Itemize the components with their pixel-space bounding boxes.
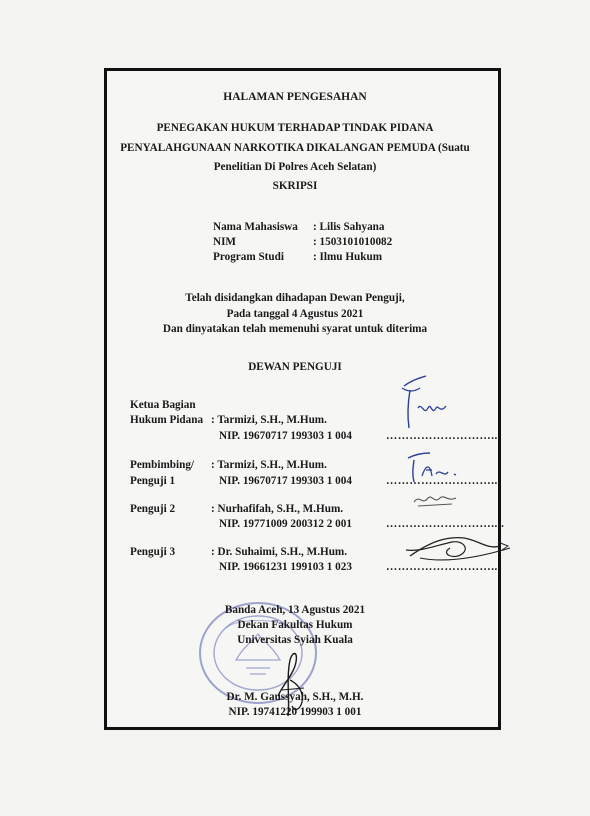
examiner-1-role-line-2: Hukum Pidana (130, 414, 204, 426)
student-name-label: Nama Mahasiswa (213, 221, 298, 233)
examiner-1-signature-line: ……………………….. (386, 430, 498, 442)
signature-nurhafifah (412, 490, 472, 510)
defense-line-1: Telah disidangkan dihadapan Dewan Penguji, (185, 292, 405, 304)
examiner-1-nip: NIP. 19670717 199303 1 004 (219, 430, 352, 442)
title-line-2: PENYALAHGUNAAN NARKOTIKA DIKALANGAN PEMUDA (Suatu (120, 142, 470, 154)
approval-place-date: Banda Aceh, 13 Agustus 2021 (224, 604, 366, 616)
signature-tarmizi-2 (404, 450, 484, 484)
examiner-4-role-line-1: Penguji 3 (130, 546, 176, 558)
dean-name: Dr. M. Gaussyah, S.H., M.H. (226, 691, 364, 703)
examiner-3-signature-line: ……………………….... (386, 518, 505, 530)
student-name-value: : Lilis Sahyana (313, 221, 385, 233)
signature-suhaimi (400, 528, 515, 568)
student-nim-value: : 1503101010082 (313, 236, 393, 248)
page-heading: HALAMAN PENGESAHAN (223, 91, 367, 103)
student-program-label: Program Studi (213, 251, 284, 263)
examiner-2-nip: NIP. 19670717 199303 1 004 (219, 475, 352, 487)
examiner-2-name: : Tarmizi, S.H., M.Hum. (211, 459, 327, 471)
examiner-4-name: : Dr. Suhaimi, S.H., M.Hum. (211, 546, 348, 558)
title-line-3: Penelitian Di Polres Aceh Selatan) (213, 161, 377, 173)
examiner-2-role-line-2: Penguji 1 (130, 475, 176, 487)
board-heading: DEWAN PENGUJI (248, 361, 342, 373)
examiner-1-name: : Tarmizi, S.H., M.Hum. (211, 414, 327, 426)
examiner-3-name: : Nurhafifah, S.H., M.Hum. (211, 503, 344, 515)
approval-institution: Universitas Syiah Kuala (237, 634, 353, 646)
examiner-4-nip: NIP. 19661231 199103 1 023 (219, 561, 352, 573)
dean-nip: NIP. 19741220 199903 1 001 (228, 706, 362, 718)
examiner-1-role-line-1: Ketua Bagian (130, 399, 196, 411)
defense-line-2: Pada tanggal 4 Agustus 2021 (226, 308, 364, 320)
doc-type: SKRIPSI (272, 180, 318, 192)
signature-dean (268, 640, 318, 720)
student-program-value: : Ilmu Hukum (313, 251, 383, 263)
examiner-3-role-line-1: Penguji 2 (130, 503, 176, 515)
examiner-4-signature-line: ……………………….. (386, 561, 498, 573)
signature-tarmizi-1 (398, 372, 478, 432)
examiner-3-nip: NIP. 19771009 200312 2 001 (219, 518, 352, 530)
examiner-2-signature-line: ……………………….. (386, 475, 498, 487)
approval-position: Dekan Fakultas Hukum (237, 619, 353, 631)
student-nim-label: NIM (213, 236, 236, 248)
examiner-2-role-line-1: Pembimbing/ (130, 459, 195, 471)
title-line-1: PENEGAKAN HUKUM TERHADAP TINDAK PIDANA (156, 122, 434, 134)
defense-line-3: Dan dinyatakan telah memenuhi syarat untuk diterima (162, 323, 428, 335)
